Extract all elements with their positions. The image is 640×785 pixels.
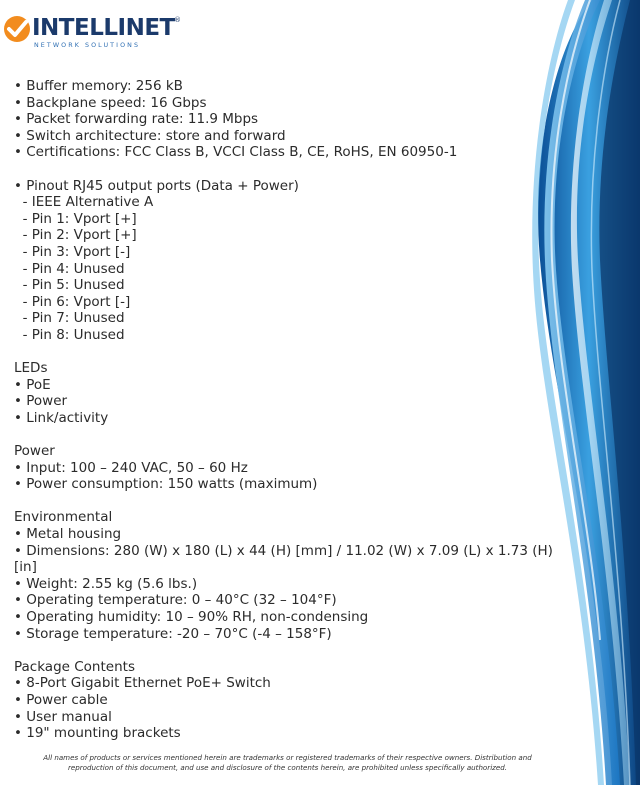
logo-tagline: NETWORK SOLUTIONS xyxy=(34,42,141,49)
spec-line: LEDs xyxy=(14,360,48,377)
spec-line: • Storage temperature: -20 – 70°C (-4 – 158°F) xyxy=(14,625,332,642)
spec-line: • Power cable xyxy=(14,691,108,708)
spec-line: - Pin 8: Unused xyxy=(14,326,125,343)
spec-line: • Pinout RJ45 output ports (Data + Power) xyxy=(14,177,299,194)
spec-line: • Link/activity xyxy=(14,409,109,426)
spec-line: Environmental xyxy=(14,509,113,526)
spec-line: • Operating humidity: 10 – 90% RH, non-condensing xyxy=(14,609,369,625)
spec-line: - Pin 1: Vport [+] xyxy=(14,210,137,227)
spec-line: - Pin 6: Vport [-] xyxy=(14,293,131,310)
disclaimer-line-2: reproduction of this document, and use and disclosure of the contents herein, are prohibited unless specifically authorized. xyxy=(67,763,508,772)
spec-line: - IEEE Alternative A xyxy=(14,194,154,211)
logo-registered-mark: ® xyxy=(174,16,181,24)
spec-line: • Buffer memory: 256 kB xyxy=(14,78,183,94)
spec-line: • Metal housing xyxy=(14,526,122,543)
spec-list xyxy=(14,78,574,742)
spec-line: • Power xyxy=(14,393,68,410)
spec-line: Power xyxy=(14,443,55,460)
spec-line: • Packet forwarding rate: 11.9 Mbps xyxy=(14,111,259,128)
intellinet-logo xyxy=(2,14,182,54)
spec-line: • Power consumption: 150 watts (maximum) xyxy=(14,476,318,493)
spec-line: • PoE xyxy=(14,376,51,393)
spacer xyxy=(14,493,574,510)
spec-line: [in] xyxy=(14,559,37,576)
spec-line: - Pin 3: Vport [-] xyxy=(14,243,131,260)
spec-line: • Backplane speed: 16 Gbps xyxy=(14,94,207,111)
logo-wordmark: INTELLINET xyxy=(32,15,175,41)
disclaimer-line-1: All names of products or services mentioned herein are trademarks or registered trademarks of their respective owners. Distribution and xyxy=(43,753,532,762)
spec-line: - Pin 2: Vport [+] xyxy=(14,227,137,244)
spec-line: - Pin 4: Unused xyxy=(14,260,125,277)
spec-line: • 8-Port Gigabit Ethernet PoE+ Switch xyxy=(14,675,271,692)
logo-checkmark-icon xyxy=(2,14,34,46)
spec-line: • 19" mounting brackets xyxy=(14,725,181,742)
spec-line: • Switch architecture: store and forward xyxy=(14,127,286,144)
spec-line: • Dimensions: 280 (W) x 180 (L) x 44 (H) [mm] / 11.02 (W) x 7.09 (L) x 1.73 (H) xyxy=(14,542,553,559)
spacer xyxy=(14,642,574,659)
spec-line: - Pin 7: Unused xyxy=(14,310,125,327)
spec-line: • User manual xyxy=(14,708,112,725)
spec-line: • Certifications: FCC Class B, VCCI Class B, CE, RoHS, EN 60950-1 xyxy=(14,144,458,161)
spacer xyxy=(14,344,574,361)
trademark-disclaimer xyxy=(20,753,555,773)
spec-line: - Pin 5: Unused xyxy=(14,277,125,294)
spec-line: Package Contents xyxy=(14,658,135,675)
spec-line: • Weight: 2.55 kg (5.6 lbs.) xyxy=(14,575,198,592)
spacer xyxy=(14,161,574,178)
spec-line: • Input: 100 – 240 VAC, 50 – 60 Hz xyxy=(14,459,248,476)
spacer xyxy=(14,426,574,443)
spec-line: • Operating temperature: 0 – 40°C (32 – 104°F) xyxy=(14,592,337,609)
